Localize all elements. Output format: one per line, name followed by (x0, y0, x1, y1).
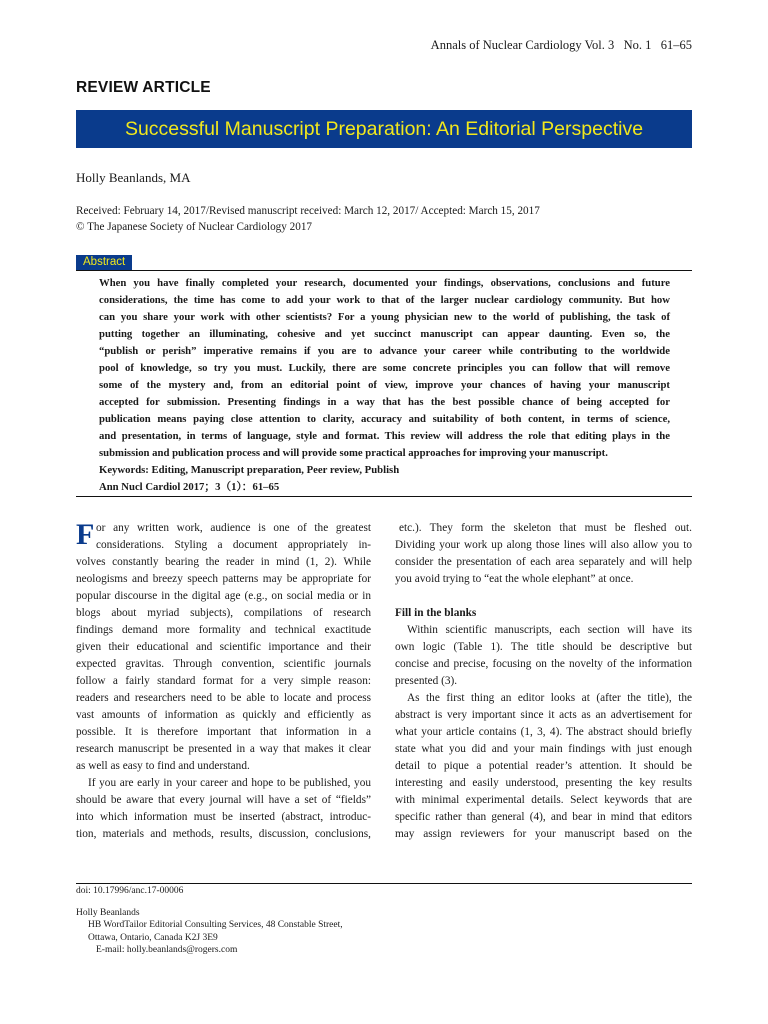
body-line (395, 587, 692, 604)
body-line: tion, materials and methods, results, discussion, conclusions, (76, 828, 371, 840)
abstract-body (99, 275, 670, 496)
abstract-line: When you have finally completed your research, documented your findings, observations, conclusions and future (99, 277, 670, 289)
body-line: neologisms and breezy speech patterns may be appropriate for (76, 573, 371, 585)
body-line: what your article contains (1, 3, 4). The abstract should briefly (395, 726, 692, 738)
email-line: E-mail: holly.beanlands@rogers.com (96, 945, 238, 955)
body-line: own logic (Table 1). The title should be descriptive but (395, 641, 692, 653)
abstract-line: some of the mystery and, from an editorial point of view, improve your chances of having your manuscript (99, 379, 670, 391)
abstract-top-rule (76, 270, 692, 271)
citation: Ann Nucl Cardiol 2017；3（1）：61–65 (99, 481, 280, 493)
body-line: presented (3). (395, 675, 458, 687)
body-line: specific rather than general (4), and bear in mind that editors (395, 811, 692, 823)
body-line: or any written work, audience is one of the greatest (96, 522, 371, 534)
body-line: vast amounts of information as quickly and efficiently as (76, 709, 371, 721)
abstract-line: considerations, the time has come to add your work to that of the larger nuclear cardiology community. But how (99, 294, 670, 306)
body-line: may assign reviewers for your manuscript based on the (395, 828, 692, 840)
affiliation-line: Ottawa, Ontario, Canada K2J 3E9 (88, 932, 218, 943)
affiliation-line: HB WordTailor Editorial Consulting Services, 48 Constable Street, (88, 920, 343, 930)
section-heading: Fill in the blanks (395, 607, 477, 619)
footer-spacer (76, 898, 343, 907)
abstract-line: publication means paying close attention to clarity, accuracy and suitability of both content, in terms of science, (99, 413, 670, 425)
abstract-bottom-rule (76, 496, 692, 497)
body-line: follow a fairly standard format for a very simple reason: (76, 675, 371, 687)
body-line: blogs about myriad subjects), compilations of research (76, 607, 371, 619)
body-line: concise and precise, focusing on the novelty of the information (395, 658, 692, 670)
abstract-line: putting together an illuminating, cohesive and yet succinct manuscript can appear daunting. Even so, the (99, 328, 670, 340)
title-banner (76, 110, 692, 148)
abstract-line: pool of knowledge, so try you must. Luckily, there are some concrete principles you can follow that will remove (99, 362, 670, 374)
body-line: readers and researchers need to be able to locate and process (76, 692, 371, 704)
abstract-line: “publish or perish” imperative remains if you are to advance your career while contributing to the worldwide (99, 345, 670, 357)
body-line: should be aware that every journal will have a set of “fields” (76, 794, 371, 806)
body-line: research manuscript be presented in a way that makes it clear (76, 743, 371, 755)
corresponding-author: Holly Beanlands (76, 907, 140, 918)
abstract-label: Abstract (76, 255, 132, 270)
body-line: given their educational and scientific importance and their (76, 641, 371, 653)
body-column-right (395, 519, 692, 842)
body-line: interesting and easily understood, presenting the key results (395, 777, 692, 789)
doi: doi: 10.17996/anc.17-00006 (76, 886, 184, 896)
abstract-line: and presentation, in terms of language, style and format. This review will address the role that editing plays in the (99, 430, 670, 442)
article-title: Successful Manuscript Preparation: An Editorial Perspective (124, 117, 644, 140)
body-line: If you are early in your career and hope to be published, you (88, 777, 371, 789)
body-line: abstract is very important since it acts as an advertisement for (395, 709, 692, 721)
footer-notes (76, 885, 343, 957)
abstract-line: can you share your work with other scientists? For a young physician new to the world of publishing, the task of (99, 311, 670, 323)
footer-rule (76, 883, 692, 884)
body-line: possible. It is therefore important that information in a (76, 726, 371, 738)
body-line: Within scientific manuscripts, each section will have its (407, 624, 692, 636)
body-line: detail to pique a potential reader’s attention. It should be (395, 760, 692, 772)
author-line: Holly Beanlands, MA (76, 170, 191, 185)
body-line: volves constantly bearing the reader in mind (1, 2). While (76, 556, 371, 568)
body-line: state what you did and your main findings with just enough (395, 743, 692, 755)
keywords: Keywords: Editing, Manuscript preparation, Peer review, Publish (99, 464, 400, 476)
body-line: considerations. Styling a document appropriately in- (96, 539, 371, 551)
received-dates: Received: February 14, 2017/Revised manuscript received: March 12, 2017/ Accepted: March 15, 2017 (76, 205, 540, 217)
body-line: As the first thing an editor looks at (after the title), the (407, 692, 692, 704)
body-line: popular discourse in the digital age (e.g., on social media or in (76, 590, 371, 602)
section-label: REVIEW ARTICLE (76, 79, 211, 96)
body-line: expected gravitas. Through convention, scientific journals (76, 658, 371, 670)
body-line: consider the presentation of each area separately and will help (395, 556, 692, 568)
body-line: etc.). They form the skeleton that must be fleshed out. (399, 522, 692, 534)
running-head: Annals of Nuclear Cardiology Vol. 3 No. 1 61–65 (430, 38, 692, 52)
abstract-line: submission and publication process and will provide some practical approaches for improving your manuscript. (99, 447, 608, 459)
body-line: with minimal experimental details. Select keywords that are (395, 794, 692, 806)
copyright-line: © The Japanese Society of Nuclear Cardiology 2017 (76, 221, 313, 233)
drop-cap: F (76, 518, 95, 551)
body-line: findings demand more formality and technical exactitude (76, 624, 371, 636)
body-line: as well as easy to find and understand. (76, 760, 250, 772)
body-line: into which information must be inserted (abstract, introduc- (76, 811, 371, 823)
body-line: you avoid trying to “eat the whole elephant” at once. (395, 573, 634, 585)
body-line: Dividing your work up along those lines will also allow you to (395, 539, 692, 551)
abstract-line: accepted for submission. Presenting findings in a way that has the best possible chance of being accepted for (99, 396, 670, 408)
body-column-left (76, 519, 371, 842)
